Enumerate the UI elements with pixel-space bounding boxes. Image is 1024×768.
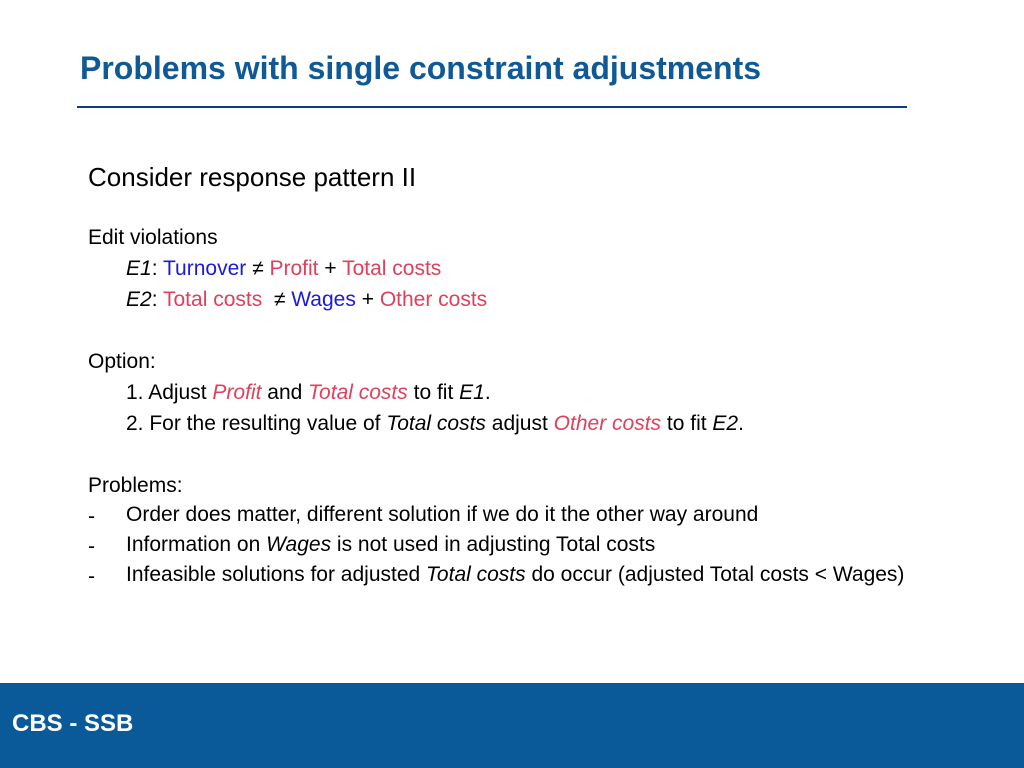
step2-total-costs: Total costs bbox=[386, 412, 486, 435]
step2-end: . bbox=[738, 412, 744, 435]
footer-label: CBS - SSB bbox=[12, 710, 134, 737]
e2-total-costs: Total costs bbox=[163, 288, 263, 311]
slide-title: Problems with single constraint adjustments bbox=[80, 50, 762, 86]
e1-neq: ≠ bbox=[252, 257, 264, 280]
e1-profit: Profit bbox=[269, 257, 319, 280]
edit-violations-heading: Edit violations bbox=[88, 226, 218, 249]
option-heading: Option: bbox=[88, 350, 156, 373]
e2-colon: : bbox=[151, 288, 158, 311]
p3-total-costs: Total costs bbox=[426, 563, 526, 586]
step2-mid2: to fit bbox=[666, 412, 707, 435]
e2-other-costs: Other costs bbox=[379, 288, 488, 311]
step2-pre: 2. For the resulting value of bbox=[126, 412, 381, 435]
p2-post: is not used in adjusting Total costs bbox=[336, 533, 656, 556]
edit-rule-e1 bbox=[88, 253, 928, 284]
step2-mid: adjust bbox=[491, 412, 548, 435]
problem-text-1: Order does matter, different solution if we do it the other way around bbox=[126, 503, 759, 526]
step2-e2: E2 bbox=[712, 412, 739, 435]
title-divider bbox=[77, 106, 907, 108]
step1-mid: to fit bbox=[413, 381, 454, 404]
problem-item-2 bbox=[88, 531, 928, 559]
slide-body bbox=[88, 160, 928, 589]
step2-other-costs: Other costs bbox=[553, 412, 662, 435]
option-step-1 bbox=[88, 377, 928, 408]
p3-post: do occur (adjusted Total costs < Wages) bbox=[531, 563, 905, 586]
step1-pre: 1. Adjust bbox=[126, 381, 207, 404]
step1-end: . bbox=[484, 381, 491, 404]
problem-item-3 bbox=[88, 561, 928, 589]
p2-pre: Information on bbox=[126, 533, 261, 556]
e1-colon: : bbox=[151, 257, 158, 280]
step1-total-costs: Total costs bbox=[308, 381, 408, 404]
e1-label: E1 bbox=[126, 257, 152, 280]
problems-heading: Problems: bbox=[88, 474, 183, 497]
e2-wages: Wages bbox=[291, 288, 356, 311]
problem-text-2 bbox=[126, 531, 928, 559]
problem-item-1 bbox=[88, 501, 928, 529]
e1-total-costs: Total costs bbox=[342, 257, 442, 280]
edit-rule-e2 bbox=[88, 284, 928, 315]
footer-bar bbox=[0, 683, 1024, 768]
e1-plus: + bbox=[324, 257, 337, 280]
e2-neq: ≠ bbox=[273, 288, 286, 311]
p2-wages: Wages bbox=[266, 533, 332, 556]
step1-and: and bbox=[267, 381, 303, 404]
e2-plus: + bbox=[361, 288, 374, 311]
e1-turnover: Turnover bbox=[163, 257, 247, 280]
lead-text: Consider response pattern II bbox=[88, 162, 417, 192]
problem-text-3 bbox=[126, 561, 928, 589]
p3-pre: Infeasible solutions for adjusted bbox=[126, 563, 421, 586]
bullet-dash: - bbox=[88, 505, 95, 528]
step1-e1: E1 bbox=[459, 381, 485, 404]
step1-profit: Profit bbox=[212, 381, 262, 404]
bullet-dash: - bbox=[88, 565, 95, 588]
e2-label: E2 bbox=[126, 288, 152, 311]
bullet-dash: - bbox=[88, 535, 95, 558]
option-step-2 bbox=[88, 408, 928, 439]
